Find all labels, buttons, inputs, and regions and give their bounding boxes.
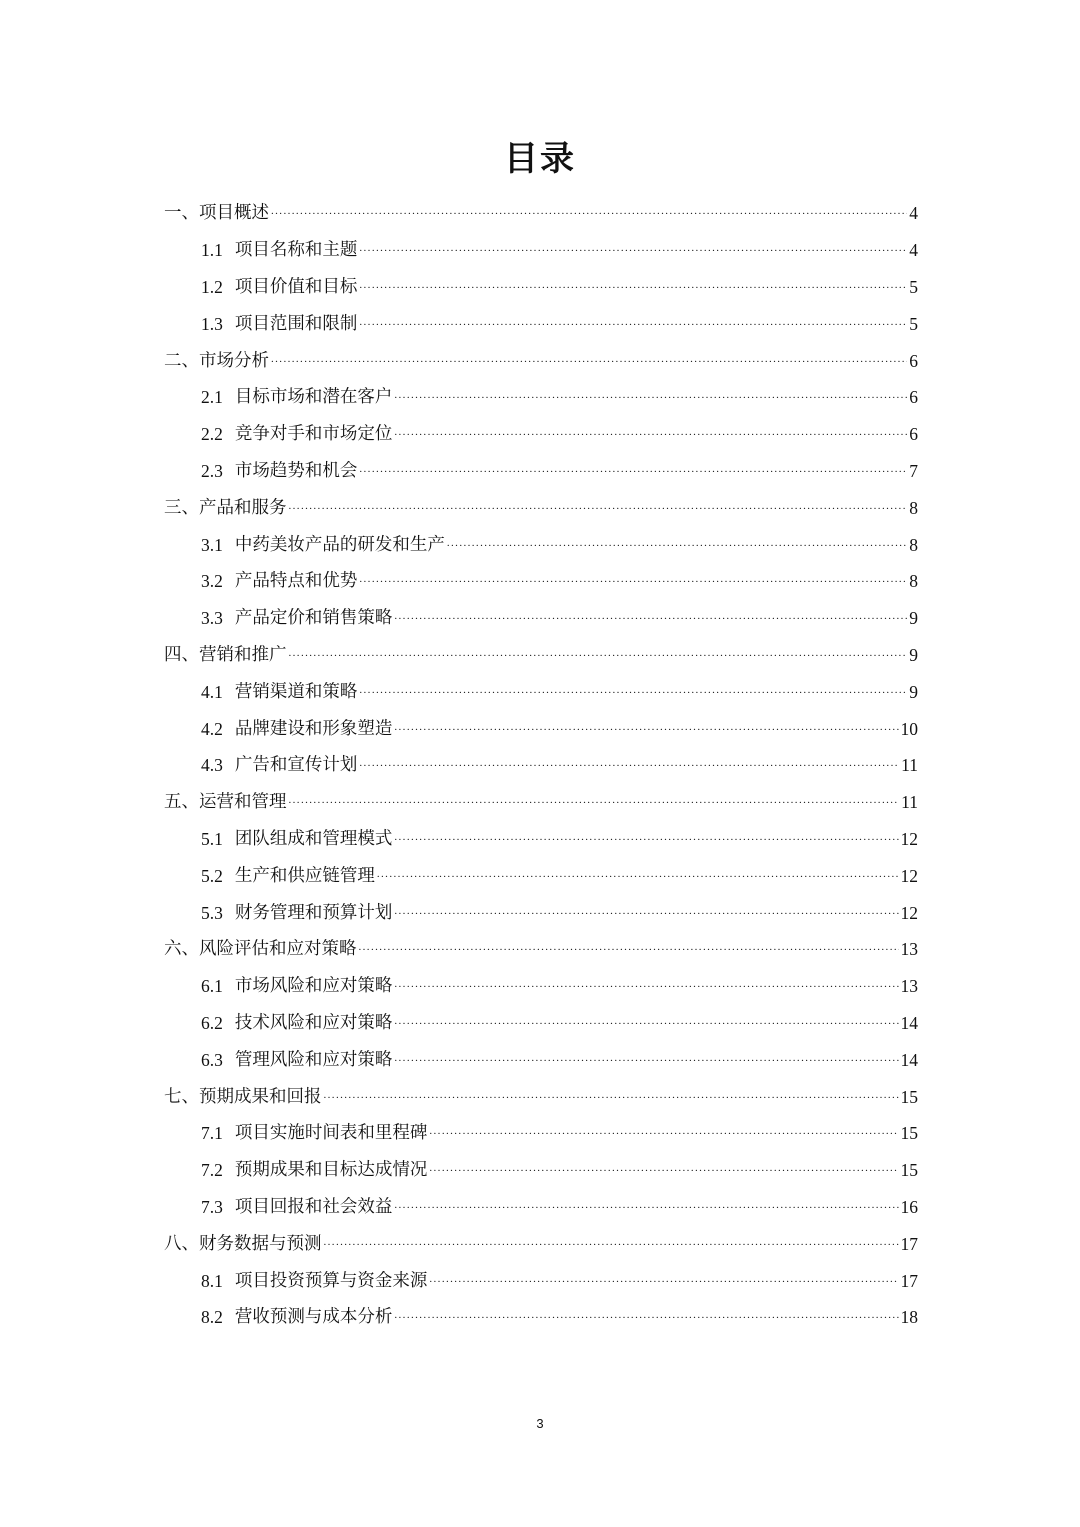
toc-dot-leader	[394, 717, 898, 741]
toc-chapter-entry[interactable]	[164, 637, 918, 674]
toc-dot-leader	[324, 1232, 899, 1256]
toc-entry-page: 12	[900, 902, 918, 923]
toc-dot-leader	[394, 901, 898, 925]
toc-section-entry[interactable]	[164, 453, 918, 490]
toc-entry-title: 管理风险和应对策略	[234, 1049, 393, 1070]
toc-section-entry[interactable]	[164, 600, 918, 637]
toc-section-entry[interactable]	[164, 1299, 918, 1336]
toc-entry-page: 9	[909, 608, 918, 629]
toc-entry-title: 市场风险和应对策略	[234, 976, 393, 997]
toc-entry-title: 四、营销和推广	[164, 644, 287, 665]
toc-entry-page: 11	[901, 792, 918, 813]
toc-entry-title: 目标市场和潜在客户	[234, 387, 393, 408]
toc-entry-number: 3.1	[201, 534, 223, 555]
toc-entry-number: 2.1	[201, 387, 223, 408]
toc-entry-number: 7.3	[201, 1196, 223, 1217]
toc-dot-leader	[359, 937, 899, 961]
toc-section-entry[interactable]	[164, 416, 918, 453]
toc-section-entry[interactable]	[164, 673, 918, 710]
toc-entry-number: 8.2	[201, 1307, 223, 1328]
toc-section-entry[interactable]	[164, 1041, 918, 1078]
toc-entry-title: 项目投资预算与资金来源	[234, 1270, 428, 1291]
toc-chapter-entry[interactable]	[164, 489, 918, 526]
toc-entry-page: 8	[909, 534, 918, 555]
toc-entry-number: 2.2	[201, 424, 223, 445]
toc-entry-page: 16	[900, 1196, 918, 1217]
toc-entry-title: 广告和宣传计划	[234, 755, 358, 776]
toc-dot-leader	[271, 201, 907, 225]
toc-entry-page: 8	[909, 497, 918, 518]
toc-entry-page: 13	[900, 976, 918, 997]
toc-chapter-entry[interactable]	[164, 931, 918, 968]
toc-section-entry[interactable]	[164, 710, 918, 747]
toc-entry-number: 4.2	[201, 718, 223, 739]
toc-entry-title: 项目价值和目标	[234, 276, 358, 297]
toc-dot-leader	[447, 533, 907, 557]
toc-entry-title: 预期成果和目标达成情况	[234, 1160, 428, 1181]
toc-entry-number: 6.2	[201, 1012, 223, 1033]
toc-section-entry[interactable]	[164, 1262, 918, 1299]
toc-entry-title: 三、产品和服务	[164, 497, 287, 518]
toc-section-entry[interactable]	[164, 1189, 918, 1226]
toc-dot-leader	[394, 1011, 898, 1035]
toc-entry-title: 二、市场分析	[164, 350, 269, 371]
toc-entry-title: 团队组成和管理模式	[234, 828, 393, 849]
table-of-contents	[164, 195, 918, 1336]
toc-entry-title: 市场趋势和机会	[234, 460, 358, 481]
toc-entry-number: 7.1	[201, 1123, 223, 1144]
toc-entry-title: 生产和供应链管理	[234, 865, 375, 886]
toc-entry-number: 3.3	[201, 608, 223, 629]
toc-entry-page: 11	[901, 755, 918, 776]
toc-entry-title: 五、运营和管理	[164, 792, 287, 813]
toc-dot-leader	[359, 569, 907, 593]
toc-section-entry[interactable]	[164, 269, 918, 306]
toc-dot-leader	[394, 1195, 898, 1219]
toc-entry-title: 项目回报和社会效益	[234, 1196, 393, 1217]
toc-section-entry[interactable]	[164, 379, 918, 416]
toc-entry-page: 15	[900, 1123, 918, 1144]
toc-entry-title: 项目范围和限制	[234, 313, 358, 334]
toc-chapter-entry[interactable]	[164, 1078, 918, 1115]
toc-entry-number: 6.3	[201, 1049, 223, 1070]
toc-section-entry[interactable]	[164, 563, 918, 600]
toc-entry-page: 4	[909, 203, 918, 224]
toc-entry-number: 8.1	[201, 1270, 223, 1291]
toc-section-entry[interactable]	[164, 526, 918, 563]
toc-dot-leader	[359, 275, 907, 299]
toc-section-entry[interactable]	[164, 747, 918, 784]
toc-entry-title: 八、财务数据与预测	[164, 1233, 322, 1254]
toc-dot-leader	[359, 238, 907, 262]
toc-dot-leader	[359, 753, 899, 777]
toc-entry-title: 项目实施时间表和里程碑	[234, 1123, 428, 1144]
toc-entry-page: 12	[900, 828, 918, 849]
toc-entry-number: 2.3	[201, 460, 223, 481]
toc-entry-page: 9	[909, 681, 918, 702]
toc-dot-leader	[271, 349, 907, 373]
toc-dot-leader	[394, 385, 907, 409]
toc-entry-title: 营销渠道和策略	[234, 681, 358, 702]
toc-entry-number: 3.2	[201, 571, 223, 592]
toc-entry-title: 六、风险评估和应对策略	[164, 939, 357, 960]
toc-entry-number: 1.3	[201, 313, 223, 334]
toc-entry-number: 5.2	[201, 865, 223, 886]
toc-dot-leader	[429, 1121, 898, 1145]
toc-entry-number: 5.3	[201, 902, 223, 923]
toc-dot-leader	[394, 606, 907, 630]
toc-entry-title: 产品特点和优势	[234, 571, 358, 592]
toc-chapter-entry[interactable]	[164, 1225, 918, 1262]
toc-dot-leader	[359, 312, 907, 336]
toc-section-entry[interactable]	[164, 305, 918, 342]
toc-entry-page: 8	[909, 571, 918, 592]
toc-entry-title: 项目名称和主题	[234, 240, 358, 261]
toc-entry-page: 12	[900, 865, 918, 886]
toc-dot-leader	[324, 1085, 899, 1109]
toc-chapter-entry[interactable]	[164, 342, 918, 379]
toc-entry-number: 6.1	[201, 976, 223, 997]
page-number: 3	[536, 1416, 544, 1431]
toc-section-entry[interactable]	[164, 857, 918, 894]
toc-section-entry[interactable]	[164, 232, 918, 269]
toc-entry-page: 14	[900, 1049, 918, 1070]
toc-entry-title: 七、预期成果和回报	[164, 1086, 322, 1107]
toc-entry-title: 竞争对手和市场定位	[234, 424, 393, 445]
toc-entry-page: 14	[900, 1012, 918, 1033]
toc-dot-leader	[289, 790, 900, 814]
toc-entry-title: 品牌建设和形象塑造	[234, 718, 393, 739]
toc-entry-number: 1.2	[201, 276, 223, 297]
toc-section-entry[interactable]	[164, 1005, 918, 1042]
toc-entry-page: 13	[900, 939, 918, 960]
toc-entry-number: 5.1	[201, 828, 223, 849]
toc-chapter-entry[interactable]	[164, 784, 918, 821]
toc-dot-leader	[289, 643, 908, 667]
toc-entry-title: 一、项目概述	[164, 203, 269, 224]
toc-dot-leader	[394, 1305, 898, 1329]
toc-dot-leader	[394, 1048, 898, 1072]
toc-dot-leader	[377, 864, 899, 888]
toc-dot-leader	[394, 974, 898, 998]
toc-entry-title: 产品定价和销售策略	[234, 608, 393, 629]
page-title: 目录	[504, 139, 576, 179]
toc-dot-leader	[359, 459, 907, 483]
toc-section-entry[interactable]	[164, 821, 918, 858]
toc-dot-leader	[394, 827, 898, 851]
toc-entry-page: 15	[900, 1160, 918, 1181]
toc-dot-leader	[429, 1269, 898, 1293]
toc-entry-number: 4.3	[201, 755, 223, 776]
toc-entry-title: 中药美妆产品的研发和生产	[234, 534, 445, 555]
toc-section-entry[interactable]	[164, 1152, 918, 1189]
toc-entry-page: 17	[900, 1270, 918, 1291]
toc-dot-leader	[429, 1158, 898, 1182]
toc-entry-number: 7.2	[201, 1160, 223, 1181]
toc-entry-page: 6	[909, 387, 918, 408]
toc-section-entry[interactable]	[164, 894, 918, 931]
toc-section-entry[interactable]	[164, 968, 918, 1005]
toc-chapter-entry[interactable]	[164, 195, 918, 232]
toc-entry-page: 10	[900, 718, 918, 739]
toc-entry-number: 1.1	[201, 240, 223, 261]
toc-entry-page: 4	[909, 240, 918, 261]
toc-entry-page: 5	[909, 313, 918, 334]
toc-entry-page: 15	[900, 1086, 918, 1107]
toc-entry-title: 营收预测与成本分析	[234, 1307, 393, 1328]
toc-entry-page: 17	[900, 1233, 918, 1254]
toc-entry-page: 7	[909, 460, 918, 481]
toc-entry-title: 技术风险和应对策略	[234, 1012, 393, 1033]
toc-dot-leader	[289, 496, 908, 520]
toc-dot-leader	[359, 680, 907, 704]
toc-entry-page: 6	[909, 424, 918, 445]
toc-dot-leader	[394, 422, 907, 446]
toc-entry-page: 5	[909, 276, 918, 297]
toc-entry-number: 4.1	[201, 681, 223, 702]
toc-entry-page: 18	[900, 1307, 918, 1328]
toc-entry-title: 财务管理和预算计划	[234, 902, 393, 923]
toc-entry-page: 9	[909, 644, 918, 665]
toc-entry-page: 6	[909, 350, 918, 371]
toc-section-entry[interactable]	[164, 1115, 918, 1152]
